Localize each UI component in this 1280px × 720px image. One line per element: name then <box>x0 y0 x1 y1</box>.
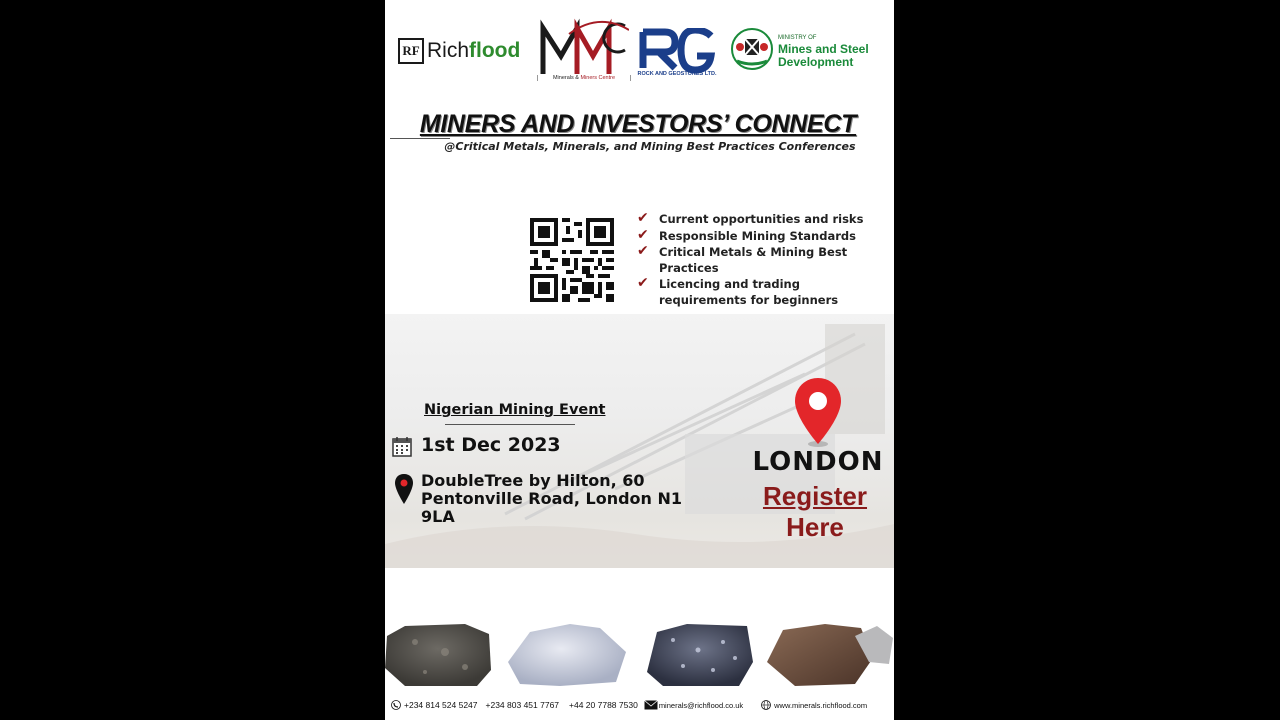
page-title: MINERS AND INVESTORS’ CONNECT <box>419 110 857 138</box>
checkmark-icon: ✔ <box>637 243 649 259</box>
mineral-sample-1-icon <box>385 622 493 688</box>
event-city: LONDON <box>752 447 884 477</box>
checkmark-icon: ✔ <box>637 210 649 226</box>
mineral-sample-2-icon <box>500 622 630 688</box>
richflood-mark: RF <box>398 38 424 64</box>
subtitle-rule <box>390 138 450 139</box>
richflood-name-a: Rich <box>427 39 470 62</box>
event-label-rule <box>445 424 575 425</box>
phone-number-3[interactable]: +44 20 7788 7530 <box>569 700 638 710</box>
location-pin-icon <box>395 474 413 504</box>
phone-number-1[interactable]: +234 814 524 5247 <box>404 700 478 710</box>
globe-icon <box>761 700 771 710</box>
website-link[interactable]: www.minerals.richflood.com <box>774 700 868 710</box>
event-venue: DoubleTree by Hilton, 60 Pentonville Road, London N1 9LA <box>421 471 683 526</box>
checkmark-icon: ✔ <box>637 275 649 291</box>
list-item: ✔ Critical Metals & Mining Best Practices <box>637 243 848 275</box>
ministry-small: MINISTRY OF <box>778 35 817 41</box>
event-label: Nigerian Mining Event <box>424 402 606 418</box>
checkmark-icon: ✔ <box>637 226 649 243</box>
register-link[interactable]: Register Here <box>762 481 868 542</box>
subtitle: @Critical Metals, Minerals, and Mining Best Practices Conferences <box>444 140 856 153</box>
mineral-sample-4-icon <box>765 622 894 688</box>
list-item: ✔ Responsible Mining Standards <box>637 226 856 243</box>
richflood-name-b: flood <box>469 39 521 62</box>
email-icon <box>644 700 658 710</box>
list-item: ✔ Current opportunities and risks <box>637 210 864 226</box>
map-pin-icon <box>795 378 841 448</box>
event-date: 1st Dec 2023 <box>421 434 561 456</box>
mmc-caption: Minerals & Miners Centre <box>537 75 631 81</box>
email-address[interactable]: minerals@richflood.co.uk <box>658 700 744 710</box>
contact-footer <box>391 700 891 710</box>
topics-checklist <box>637 212 887 309</box>
richflood-logo <box>398 38 528 64</box>
calendar-icon <box>392 436 412 457</box>
phone-number-2[interactable]: +234 803 451 7767 <box>485 700 560 710</box>
coat-of-arms-icon <box>729 27 775 71</box>
rg-caption: ROCK AND GEOSTONES LTD. <box>637 71 717 77</box>
phone-icon <box>391 700 401 710</box>
ministry-name: Mines and Steel Development <box>778 42 869 69</box>
list-item: ✔ Licencing and trading requirements for beginners <box>637 275 839 307</box>
event-poster <box>385 0 894 720</box>
mineral-sample-3-icon <box>643 622 755 688</box>
qr-code-icon[interactable] <box>530 218 614 302</box>
